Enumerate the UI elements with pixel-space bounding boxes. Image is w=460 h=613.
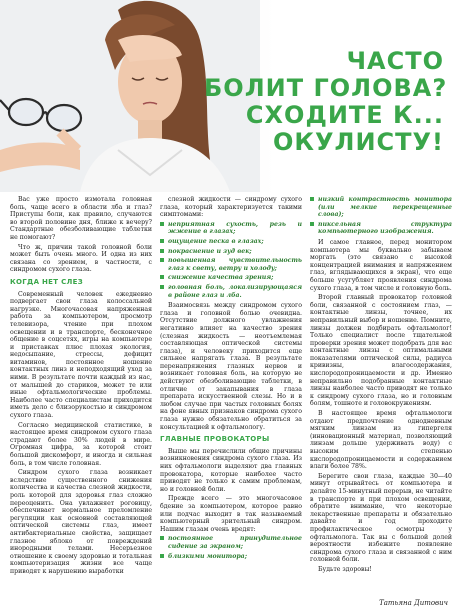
list-item: низкий контрастность монитора (или мелкие перекрещенные слова); <box>310 196 452 219</box>
column-2 <box>160 196 302 601</box>
bullet-square-icon <box>160 258 164 262</box>
paragraph: Вас уже просто измотала головная боль, чаще всего в области лба и глаз? Приступы боли, как правило, случаются во второй половине дня, ближе к вечеру? Стандартные обезболивающие таблетки не помогают? <box>10 196 152 241</box>
bullet-square-icon <box>310 197 314 201</box>
column-1 <box>10 196 152 601</box>
bullet-square-icon <box>310 222 314 226</box>
bullet-square-icon <box>160 222 164 226</box>
bullet-square-icon <box>160 275 164 279</box>
paragraph: Согласно медицинской статистике, в настоящее время синдромом сухого глаза страдают более 30% людей в мире. Огромная цифра, за которой стоит большой дискомфорт, и иногда и сильная боль, в том числе головная. <box>10 421 152 467</box>
list-item: пиксельная структура компьютерного изображения. <box>310 221 452 236</box>
paragraph: В настоящее время офтальмологи отдают предпочтение однодневным мягким линзам из гипергеля (инновационный материал, позволяющий линзам дольше удерживать воду) с высоким степенью кислородопроницаемости и содержанием влаги более 78%. <box>310 410 452 471</box>
symptoms-list <box>160 221 302 299</box>
list-item: близкими монитора; <box>160 553 302 561</box>
paragraph: Второй главный провокатор головной боли, связанной с состоянием глаз, — контактные линзы, точнее, их неправильный выбор и ношение. Помните, линзы должен подбирать офтальмолог! Только специалист после тщательной проверки зрения может подобрать для вас контактные линзы с оптимальными показателями оптической силы, радиуса кривизны, влагосодержания, кислородопроницаемости и др. Именно неправильно подобранные контактные линзы наиболее часто приводят не только к синдрому сухого глаза, но и головным болям, тошноте и головокружениям. <box>310 294 452 408</box>
hero-banner <box>0 0 460 192</box>
list-item: неприятная сухость, резь и жжение в глазах; <box>160 221 302 236</box>
provokers-list <box>160 535 302 560</box>
provokers-list-continued <box>310 196 452 236</box>
headline-line-1: ЧАСТО <box>346 47 444 75</box>
paragraph: И самое главное, перед монитором компьютера мы буквально забываем моргать (это связано с высокой концентрацией внимания и напряжением глаз, вглядывающихся в экран), что еще больше усугубляет проявления синдрома сухого глаза, в том числе и головную боль. <box>310 238 452 292</box>
list-item: повышенная чувствительность глаз к свету, ветру и холоду; <box>160 257 302 272</box>
section-heading-main-provokers: ГЛАВНЫЕ ПРОВОКАТОРЫ <box>160 435 270 444</box>
headline <box>204 47 448 156</box>
paragraph: Современный человек ежедневно подвергает свои глаза колоссальной нагрузке. Многочасовая напряженная работа за компьютером, просмотр телевизора, чтение при плохом освещении и в транспорте, бесконечное общение в соцсетях, игры на компьютере и приставках плюс плохая экология, недосыпание, стрессы, дефицит витаминов, постоянное ношение контактных линз и неподходящий уход за ними. В результате почти каждый из нас, от малышей до стариков, может те или иные офтальмологические проблемы. Наиболее часто специалистам приходится иметь дело с близорукостью и синдромом сухого глаза. <box>10 290 152 420</box>
list-item: снижение качества зрения; <box>160 274 302 282</box>
bullet-square-icon <box>160 554 164 558</box>
article-body <box>10 196 452 606</box>
paragraph: слезной жидкости — синдрому сухого глаза, который характеризуется такими симптомами: <box>160 196 302 219</box>
paragraph: Прежде всего — это многочасовое бдение за компьютером, которое равно или подчас выходит в так называемый компьютерный зрительный синдром. Нашим глазам очень вредят: <box>160 495 302 533</box>
list-item: головная боль, локализирующаяся в районе глаз и лба. <box>160 284 302 299</box>
paragraph: Берегите свои глаза, каждые 30—40 минут отрывайтесь от компьютера и делайте 15-минутный перерыв, не читайте в транспорте и при плохом освещении, обратите внимание, что некоторые лекарственные препараты и обязательно давайте и год проходите профилактическое осмотры у офтальмолога. Так вы с большой долей вероятности избежите появление синдрома сухого глаза и связанной с ним головной боли. <box>310 472 452 564</box>
bullet-square-icon <box>160 239 164 243</box>
headline-line-4: ОКУЛИСТУ! <box>273 128 444 156</box>
list-item: ощущение песка в глазах; <box>160 238 302 246</box>
column-3 <box>310 196 452 601</box>
paragraph: Взаимосвязь между синдромом сухого глаза и головной болью очевидна. Отсутствие должного увлажнения негативно влияет на качество зрения (слезная жидкость — неотъемлемая составляющая оптической системы глаза), и человеку приходится еще сильнее напрягать глаза. В результате перенапряжения глазных нервов и возникает головная боль, на которую не действуют обезболивающие таблетки, в отличие от закапывания в глаза препарата искусственной слезы. Но и в любом случае при частых головных болях на фоне явных признаков синдрома сухого глаза нужно обязательно обратиться за консультацией к офтальмологу. <box>160 302 302 431</box>
section-heading-no-tears: КОГДА НЕТ СЛЕЗ <box>10 277 83 286</box>
closing-line: Будьте здоровы! <box>318 565 372 573</box>
list-item: постоянное принудительное сидение за экраном; <box>160 535 302 550</box>
headline-line-3: СХОДИТЕ К... <box>245 101 444 129</box>
list-item: покраснение и зуд век; <box>160 248 302 256</box>
paragraph: Синдром сухого глаза возникает вследствие существенного снижения количества и качества слезной жидкости, роль которой для здоровья глаз сложно переоценить. Она увлажняет роговицу, обеспечивает нормальное преломление регуляции как основной составляющей оптической системы глаз, имеет антибактериальные свойства, защищает глазное яблоко от повреждений инородными телами. Несерьезное отношение к своему здоровью и тотальная компьютеризация жизни все чаще приводят к нарушению выработки <box>10 469 152 575</box>
bullet-square-icon <box>160 249 164 253</box>
author-signature: Татьяна Дитович <box>379 599 448 607</box>
paragraph: Что ж, причин такой головной боли может быть очень много. И одна из них связана со зрением, в частности, с синдромом сухого глаза. <box>10 243 152 274</box>
paragraph: Выше мы перечислили общие причины возникновения синдрома сухого глаза. Из них офтальмологи выделяют два главных провокатора, которые наиболее часто приводят не только к самим проблемам, но и головной боли. <box>160 447 302 493</box>
bullet-square-icon <box>160 536 164 540</box>
headline-line-2: БОЛИТ ГОЛОВА? <box>204 74 448 102</box>
bullet-square-icon <box>160 285 164 289</box>
